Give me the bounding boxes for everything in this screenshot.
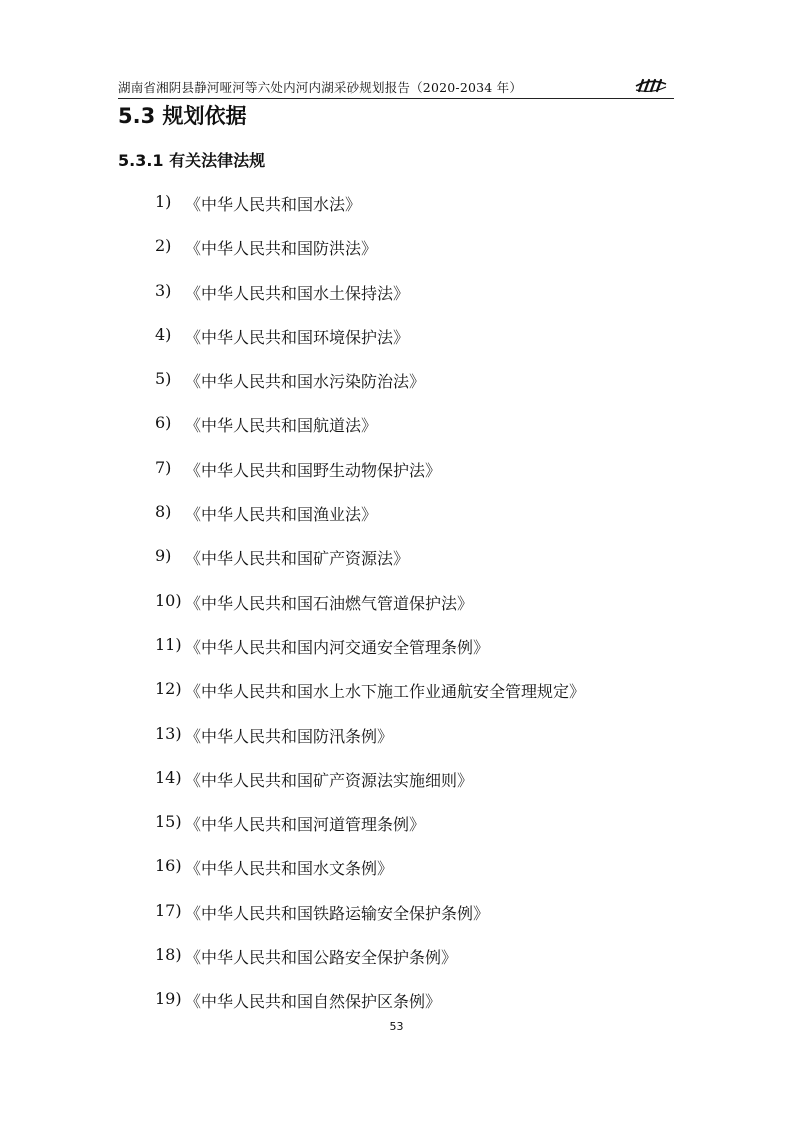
law-title: 《中华人民共和国自然保护区条例》 xyxy=(185,992,442,1012)
law-item xyxy=(155,679,585,723)
law-number: 4) xyxy=(155,324,172,344)
law-item xyxy=(155,236,585,280)
law-number: 11) xyxy=(155,634,182,654)
header-rule xyxy=(118,98,674,99)
law-item xyxy=(155,281,585,325)
law-item xyxy=(155,768,585,812)
law-number: 7) xyxy=(155,457,172,477)
law-title: 《中华人民共和国矿产资源法实施细则》 xyxy=(185,770,474,790)
law-number: 15) xyxy=(155,812,182,832)
page-number: 53 xyxy=(389,1020,404,1033)
law-title: 《中华人民共和国野生动物保护法》 xyxy=(185,460,442,480)
law-number: 9) xyxy=(155,546,172,566)
law-title: 《中华人民共和国水土保持法》 xyxy=(185,283,410,303)
law-item xyxy=(155,635,585,679)
law-number: 8) xyxy=(155,502,172,522)
law-number: 19) xyxy=(155,989,182,1009)
law-number: 17) xyxy=(155,900,182,920)
law-list xyxy=(155,192,585,1034)
law-number: 13) xyxy=(155,723,182,743)
law-title: 《中华人民共和国渔业法》 xyxy=(185,505,378,525)
law-number: 16) xyxy=(155,856,182,876)
law-number: 18) xyxy=(155,945,182,965)
law-number: 2) xyxy=(155,236,172,256)
law-number: 12) xyxy=(155,679,182,699)
law-item xyxy=(155,325,585,369)
law-title: 《中华人民共和国石油燃气管道保护法》 xyxy=(185,593,474,613)
law-item xyxy=(155,945,585,989)
law-item xyxy=(155,812,585,856)
law-item xyxy=(155,458,585,502)
law-item xyxy=(155,546,585,590)
header-title: 湖南省湘阴县静河哑河等六处内河内湖采砂规划报告（2020-2034 年） xyxy=(118,80,523,95)
law-number: 1) xyxy=(155,192,172,211)
law-title: 《中华人民共和国内河交通安全管理条例》 xyxy=(185,637,490,657)
law-item xyxy=(155,413,585,457)
law-title: 《中华人民共和国环境保护法》 xyxy=(185,327,410,347)
law-title: 《中华人民共和国水污染防治法》 xyxy=(185,372,426,392)
page-header xyxy=(118,76,674,98)
law-title: 《中华人民共和国矿产资源法》 xyxy=(185,549,410,569)
law-item xyxy=(155,502,585,546)
law-item xyxy=(155,192,585,236)
subsection-title: 5.3.1 有关法律法规 xyxy=(118,151,266,170)
law-title: 《中华人民共和国防汛条例》 xyxy=(185,726,394,746)
law-item xyxy=(155,901,585,945)
law-item xyxy=(155,724,585,768)
law-number: 10) xyxy=(155,590,182,610)
law-item xyxy=(155,369,585,413)
law-title: 《中华人民共和国防洪法》 xyxy=(185,239,378,259)
law-title: 《中华人民共和国水法》 xyxy=(185,195,362,214)
law-title: 《中华人民共和国水上水下施工作业通航安全管理规定》 xyxy=(185,682,586,702)
law-number: 14) xyxy=(155,767,182,787)
law-number: 5) xyxy=(155,369,172,389)
law-item xyxy=(155,856,585,900)
law-number: 3) xyxy=(155,280,172,300)
law-title: 《中华人民共和国铁路运输安全保护条例》 xyxy=(185,903,490,923)
law-title: 《中华人民共和国水文条例》 xyxy=(185,859,394,879)
section-title: 5.3 规划依据 xyxy=(118,104,247,128)
law-title: 《中华人民共和国公路安全保护条例》 xyxy=(185,948,458,968)
hhi-logo-icon xyxy=(634,76,668,94)
law-item xyxy=(155,591,585,635)
law-title: 《中华人民共和国河道管理条例》 xyxy=(185,815,426,835)
law-title: 《中华人民共和国航道法》 xyxy=(185,416,378,436)
law-number: 6) xyxy=(155,413,172,433)
